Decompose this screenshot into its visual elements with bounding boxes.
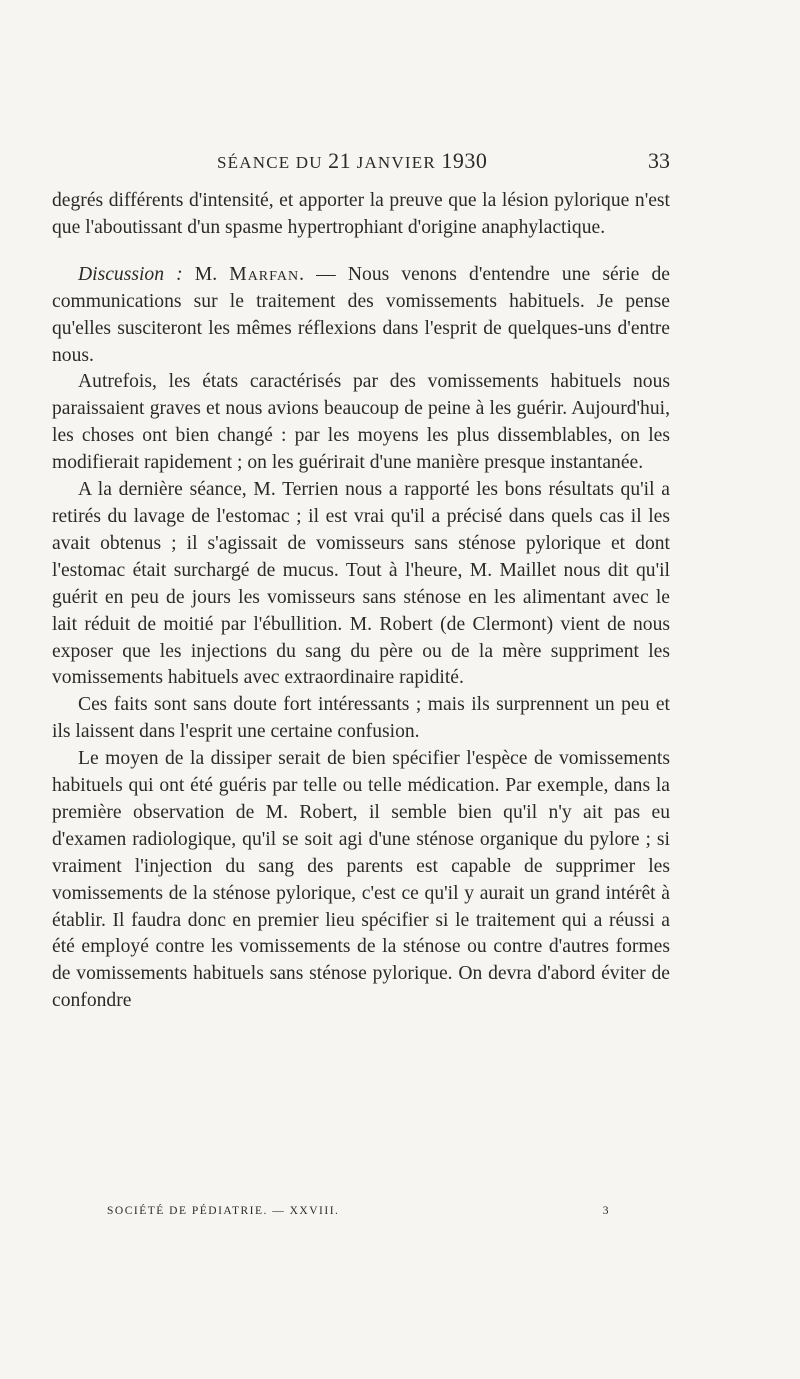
paragraph-discussion [52,262,670,370]
discussion-text: . — Nous venons d'entendre une série de communications sur le traitement des vomissements habituels. Je pense qu'elles susciteront les mêmes réflexions dans l'esprit de quelques-uns d'entre nous. [52,263,670,366]
title-day: 21 [328,148,352,173]
title-year: 1930 [441,148,488,173]
body-text [52,188,670,1015]
title-prefix: SÉANCE DU [217,153,329,172]
discussion-label: Discussion : [78,263,183,285]
paragraph-1: degrés différents d'intensité, et apporter la preuve que la lésion pylorique n'est que l'aboutissant d'un spasme hypertrophiant d'origine anaphylactique. [52,190,670,238]
running-header [52,148,670,178]
paragraph-3: Autrefois, les états caractérisés par des vomissements habituels nous paraissaient graves et nous avions beaucoup de peine à les guérir. Aujourd'hui, les choses ont bien changé : par les moyens les plus dissemblables, on les modifierait rapidement ; on les guérirait d'une manière presque instantanée. [52,371,670,474]
discussion-speaker: Marfan [229,263,300,285]
paragraph-4: A la dernière séance, M. Terrien nous a rapporté les bons résultats qu'il a retirés du lavage de l'estomac ; il est vrai qu'il a précisé dans quels cas il les avait obtenus ; il s'agissait de vomisseurs sans sténose pylorique et dont l'estomac était surchargé de mucus. Tout à l'heure, M. Maillet nous dit qu'il guérit en peu de jours les vomisseurs sans sténose en les alimentant avec le lait réduit de moitié par l'ébullition. M. Robert (de Clermont) vient de nous exposer que les injections du sang du père ou de la mère suppriment les vomissements habituels avec extraordinaire rapidité. [52,479,670,689]
page-footer [52,1205,670,1225]
discussion-speaker-prefix: M. [182,263,230,285]
running-title [217,148,487,174]
paragraph-6: Le moyen de la dissiper serait de bien spécifier l'espèce de vomissements habituels qui ont été guéris par telle ou telle médication. Par exemple, dans la première observation de M. Robert, il semble bien qu'il n'y ait pas eu d'examen radiologique, qu'il se soit agi d'une sténose organique du pylore ; si vraiment l'injection du sang des parents est capable de supprimer les vomissements de la sténose pylorique, c'est ce qu'il y aurait un grand intérêt à établir. Il faudra donc en premier lieu spécifier si le traitement qui a réussi a été employé contre les vomissements de la sténose ou contre d'autres formes de vomissements habituels sans sténose pylorique. On devra d'abord éviter de confondre [52,748,670,1012]
footer-signature: SOCIÉTÉ DE PÉDIATRIE. — XXVIII. [107,1205,340,1217]
paragraph-5: Ces faits sont sans doute fort intéressants ; mais ils surprennent un peu et ils laissent dans l'esprit une certaine confusion. [52,694,670,743]
title-month: JANVIER [351,153,442,172]
footer-sheet-number: 3 [602,1205,610,1217]
page-number: 33 [648,148,670,173]
